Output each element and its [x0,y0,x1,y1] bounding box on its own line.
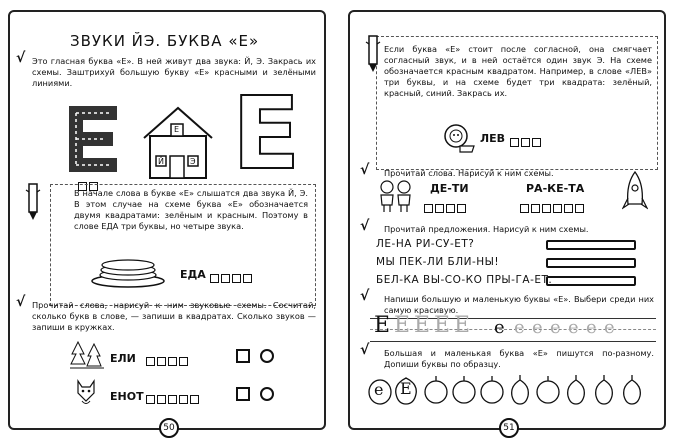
eli-letter-count-box[interactable] [236,348,250,367]
word-lev: ЛЕВ [480,132,506,145]
copy-big-e-trace-2: Е [414,313,431,338]
pancakes-image [90,257,166,289]
page-title: ЗВУКИ ЙЭ. БУКВА «Е» [70,32,260,50]
copy-small-e-trace-1: е [514,317,525,338]
house-letter-e: Е [174,125,180,134]
copy-small-e-trace-6: е [604,317,615,338]
house-image [138,104,218,180]
rocket-image [622,170,648,214]
raketa-schema[interactable] [520,198,586,217]
check-mark-icon: √ [360,218,370,234]
check-mark-icon: √ [360,162,370,178]
copy-small-e-trace-2: е [532,317,543,338]
pencil-icon [362,34,384,74]
sentence-2: МЫ ПЕК-ЛИ БЛИ-НЫ! [376,256,500,268]
big-letter-e: Е [232,75,301,192]
word-deti: ДЕ-ТИ [430,182,469,195]
page-number: 50 [159,418,179,438]
fir-trees-image [70,340,104,370]
copy-big-e-trace-1: Е [394,313,411,338]
intro-text: Это гласная буква «Е». В ней живут два звука: Й, Э. Закрась их схемы. Заштрихуй большую букву «Е» красными и зелёными линиями. [32,56,316,88]
copy-small-e-sample: е [494,317,505,338]
word-enot: ЕНОТ [110,390,144,403]
eli-letter-squares[interactable] [146,351,190,370]
pencil-icon [22,182,44,222]
word-eda: ЕДА [180,268,206,281]
word-eli: ЕЛИ [110,352,136,365]
deti-schema[interactable] [424,198,468,217]
check-mark-icon: √ [16,294,26,310]
enot-letter-count-box[interactable] [236,386,250,405]
rule-text: Если буква «Е» стоит после согласной, она смягчает согласный звук, и в ней остаётся один звук Э. На схеме обозначается красным квадратом. Например, в слове «ЛЕВ» три буквы, и на схеме будет три квадрата: зелёный, красный, синий. Закрась их. [384,44,652,98]
copy-small-e-trace-4: е [568,317,579,338]
house-letter-eh: Э [190,157,196,166]
children-image [376,179,416,213]
check-mark-icon: √ [16,50,26,66]
word-raketa: РА-КЕ-ТА [526,182,585,195]
lion-image [440,122,476,154]
check-mark-icon: √ [360,342,370,358]
copy-big-e-sample: Е [374,313,391,338]
apple-big-e: Е [400,379,412,398]
rule-text: В начале слова в букве «Е» слышатся два звука Й, Э. В этом случае на схеме буква «Е» обозначается двумя квадратами: зелёным и красным. Поэтому в слове ЕДА три буквы, но четыре звука. [74,188,308,231]
task4-text: Большая и маленькая буква «Е» пишутся по-разному. Допиши буквы по образцу. [384,348,654,369]
sentence-1-schema[interactable] [546,240,636,250]
right-page [348,10,666,433]
task2-text: Прочитай предложения. Нарисуй к ним схемы. [384,224,589,234]
sentence-2-schema[interactable] [546,258,636,268]
enot-letter-squares[interactable] [146,389,201,408]
road-letter-e-image [65,104,125,174]
copy-big-e-trace-3: Е [434,313,451,338]
sentence-3: БЕЛ-КА ВЫ-СО-КО ПРЫ-ГА-ЕТ. [376,274,553,286]
house-letter-y: Й [158,157,164,166]
left-page [8,10,326,433]
page-number: 51 [499,418,519,438]
copy-small-e-trace-5: е [586,317,597,338]
task1-text: Прочитай слова. Нарисуй к ним схемы. [384,168,554,178]
raccoon-image [72,377,100,407]
eli-sound-count-circle[interactable] [260,348,274,367]
check-mark-icon: √ [360,288,370,304]
enot-sound-count-circle[interactable] [260,386,274,405]
task-text: Прочитай слова, нарисуй к ним звуковые схемы. Сосчитай, сколько букв в слове, — запиши в квадратах. Сколько звуков — запиши в кружках. [32,300,316,332]
copy-small-e-trace-3: е [550,317,561,338]
lev-schema[interactable] [510,132,543,151]
eda-schema[interactable] [210,268,254,287]
task3-text: Напиши большую и маленькую буквы «Е». Выбери среди них самую красивую. [384,294,654,315]
sentence-3-schema[interactable] [546,276,636,286]
sentence-1: ЛЕ-НА РИ-СУ-ЕТ? [376,238,475,250]
apple-small-e: е [374,380,384,399]
copy-big-e-trace-4: Е [454,313,471,338]
